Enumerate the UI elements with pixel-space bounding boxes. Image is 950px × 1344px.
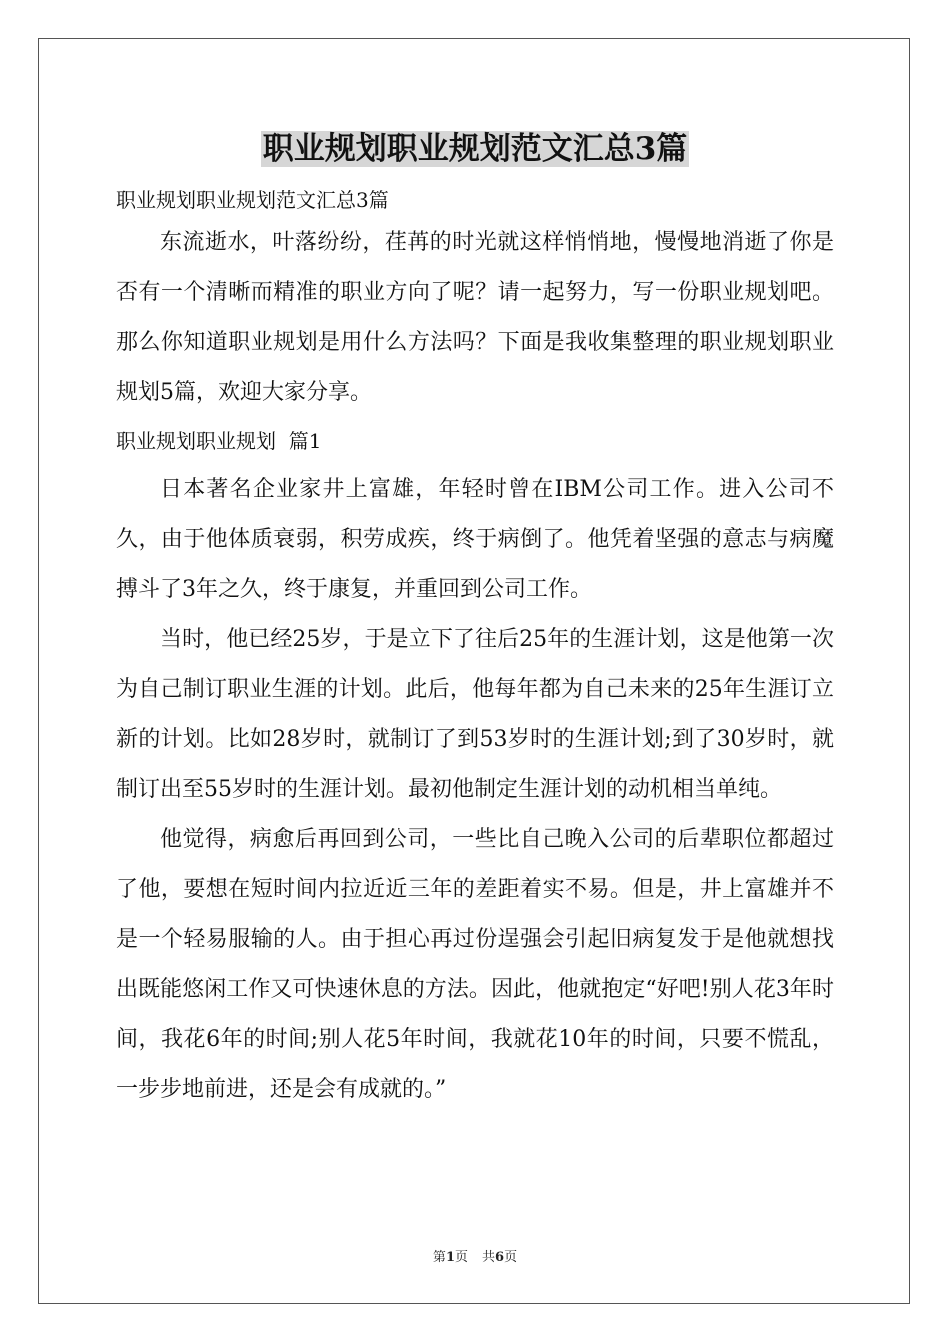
document-title <box>0 127 950 171</box>
total-suffix: 页 <box>504 1250 518 1265</box>
document-subtitle: 职业规划职业规划范文汇总3篇 <box>116 188 389 212</box>
paragraph-3: 他觉得，病愈后再回到公司，一些比自己晚入公司的后辈职位都超过了他，要想在短时间内拉近近三年的差距着实不易。但是，井上富雄并不是一个轻易服输的人。由于担心再过份逞强会引起旧病复发于是他就想找出既能悠闲工作又可快速休息的方法。因此，他就抱定“好吧!别人花3年时间，我花6年的时间;别人花5年时间，我就花10年的时间，只要不慌乱，一步步地前进，还是会有成就的。” <box>116 827 834 1102</box>
section-heading: 职业规划职业规划 篇1 <box>116 429 322 453</box>
page-suffix: 页 <box>454 1250 468 1265</box>
document-body <box>116 182 834 1115</box>
paragraph-2: 当时，他已经25岁，于是立下了往后25年的生涯计划，这是他第一次为自己制订职业生涯的计划。此后，他每年都为自己未来的25年生涯订立新的计划。比如28岁时，就制订了到53岁时的生涯计划;到了30岁时，就制订出至55岁时的生涯计划。最初他制定生涯计划的动机相当单纯。 <box>116 627 834 802</box>
paragraph-1: 日本著名企业家井上富雄，年轻时曾在IBM公司工作。进入公司不久，由于他体质衰弱，积劳成疾，终于病倒了。他凭着坚强的意志与病魔搏斗了3年之久，终于康复，并重回到公司工作。 <box>116 477 834 602</box>
document-title-text: 职业规划职业规划范文汇总3篇 <box>262 131 688 167</box>
intro-paragraph: 东流逝水，叶落纷纷，荏苒的时光就这样悄悄地，慢慢地消逝了你是否有一个清晰而精准的职业方向了呢？请一起努力，写一份职业规划吧。那么你知道职业规划是用什么方法吗？下面是我收集整理的职业规划职业规划5篇，欢迎大家分享。 <box>116 230 834 405</box>
page-prefix: 第 <box>432 1250 446 1265</box>
page-total: 6 <box>495 1250 505 1265</box>
total-prefix: 共 <box>482 1250 496 1265</box>
page-current: 1 <box>445 1250 455 1265</box>
page-footer <box>0 1246 950 1265</box>
